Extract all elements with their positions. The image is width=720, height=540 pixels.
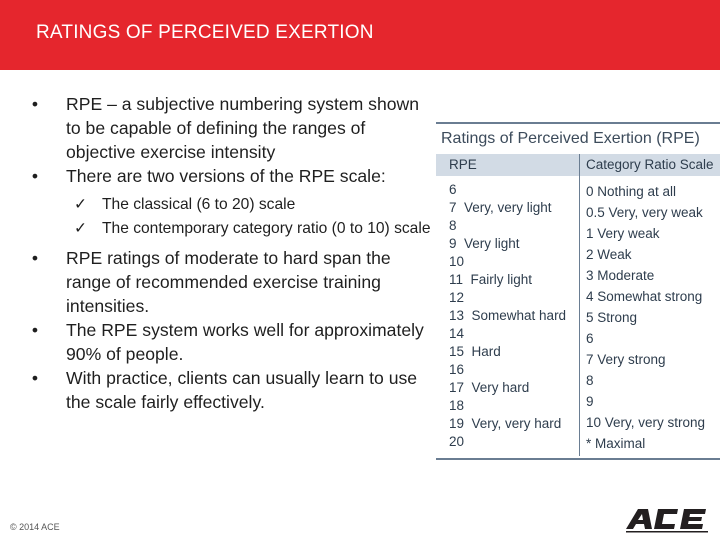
cr-row: 9: [586, 394, 594, 409]
rpe-row: 8: [449, 218, 457, 233]
rpe-column-header: RPE: [449, 157, 477, 172]
table-header: [436, 154, 720, 176]
rpe-row: 15 Hard: [449, 344, 501, 359]
cr-row: 4 Somewhat strong: [586, 289, 703, 304]
rpe-row: 9 Very light: [449, 236, 520, 251]
rpe-row: 14: [449, 326, 465, 341]
bullet-dot: •: [31, 368, 39, 388]
bullet-item: [28, 366, 433, 414]
title-bar: [0, 0, 720, 70]
cr-row: 10 Very, very strong: [586, 415, 706, 430]
rpe-row: 20: [449, 434, 465, 449]
cr-row: 3 Moderate: [586, 268, 655, 283]
rpe-column: [449, 181, 577, 451]
cr-row: 8: [586, 373, 594, 388]
cr-row: * Maximal: [586, 436, 646, 451]
category-ratio-column-header: Category Ratio Scale: [586, 157, 714, 172]
copyright-text: © 2014 ACE: [10, 522, 60, 532]
category-ratio-column: [586, 181, 720, 454]
sub-bullet-item: [28, 194, 433, 216]
sub-bullet-item: [28, 218, 433, 240]
rpe-row: 19 Very, very hard: [449, 416, 562, 431]
rpe-row: 10: [449, 254, 465, 269]
rpe-row: 11 Fairly light: [449, 272, 533, 287]
cr-row: 7 Very strong: [586, 352, 666, 367]
rpe-row: 7 Very, very light: [449, 200, 552, 215]
bullet-list: [28, 92, 433, 414]
bullet-text: RPE ratings of moderate to hard span the range of recommended exercise training intensities.: [66, 248, 391, 316]
rpe-row: 16: [449, 362, 465, 377]
sub-bullet-text: The contemporary category ratio (0 to 10) scale: [102, 220, 431, 237]
checkmark-icon: ✓: [74, 196, 88, 213]
cr-row: 0 Nothing at all: [586, 184, 677, 199]
bullet-dot: •: [31, 166, 39, 186]
cr-row: 6: [586, 331, 594, 346]
ace-logo: [624, 505, 712, 535]
bullet-dot: •: [31, 248, 39, 268]
rpe-row: 13 Somewhat hard: [449, 308, 567, 323]
cr-row: 2 Weak: [586, 247, 632, 262]
column-divider: [579, 154, 580, 456]
rpe-row: 18: [449, 398, 465, 413]
bullet-dot: •: [31, 320, 39, 340]
cr-row: 1 Very weak: [586, 226, 660, 241]
cr-row: 0.5 Very, very weak: [586, 205, 703, 220]
slide-title: RATINGS OF PERCEIVED EXERTION: [36, 22, 374, 43]
rpe-row: 12: [449, 290, 465, 305]
table-title: Ratings of Perceived Exertion (RPE): [441, 130, 700, 147]
checkmark-icon: ✓: [74, 220, 88, 237]
bullet-text: With practice, clients can usually learn to use the scale fairly effectively.: [66, 368, 418, 412]
rpe-table: [436, 122, 720, 460]
cr-row: 5 Strong: [586, 310, 638, 325]
bullet-item: [28, 246, 433, 318]
bullet-item: [28, 164, 433, 188]
bullet-text: The RPE system works well for approximately 90% of people.: [66, 320, 424, 364]
bullet-text: RPE – a subjective numbering system shown to be capable of defining the ranges of objective exercise intensity: [66, 94, 420, 162]
rpe-row: 6: [449, 182, 457, 197]
bullet-dot: •: [31, 94, 39, 114]
bullet-text: There are two versions of the RPE scale:: [66, 166, 386, 186]
rpe-row: 17 Very hard: [449, 380, 530, 395]
sub-bullet-text: The classical (6 to 20) scale: [102, 196, 296, 213]
bullet-item: [28, 92, 433, 164]
bullet-item: [28, 318, 433, 366]
